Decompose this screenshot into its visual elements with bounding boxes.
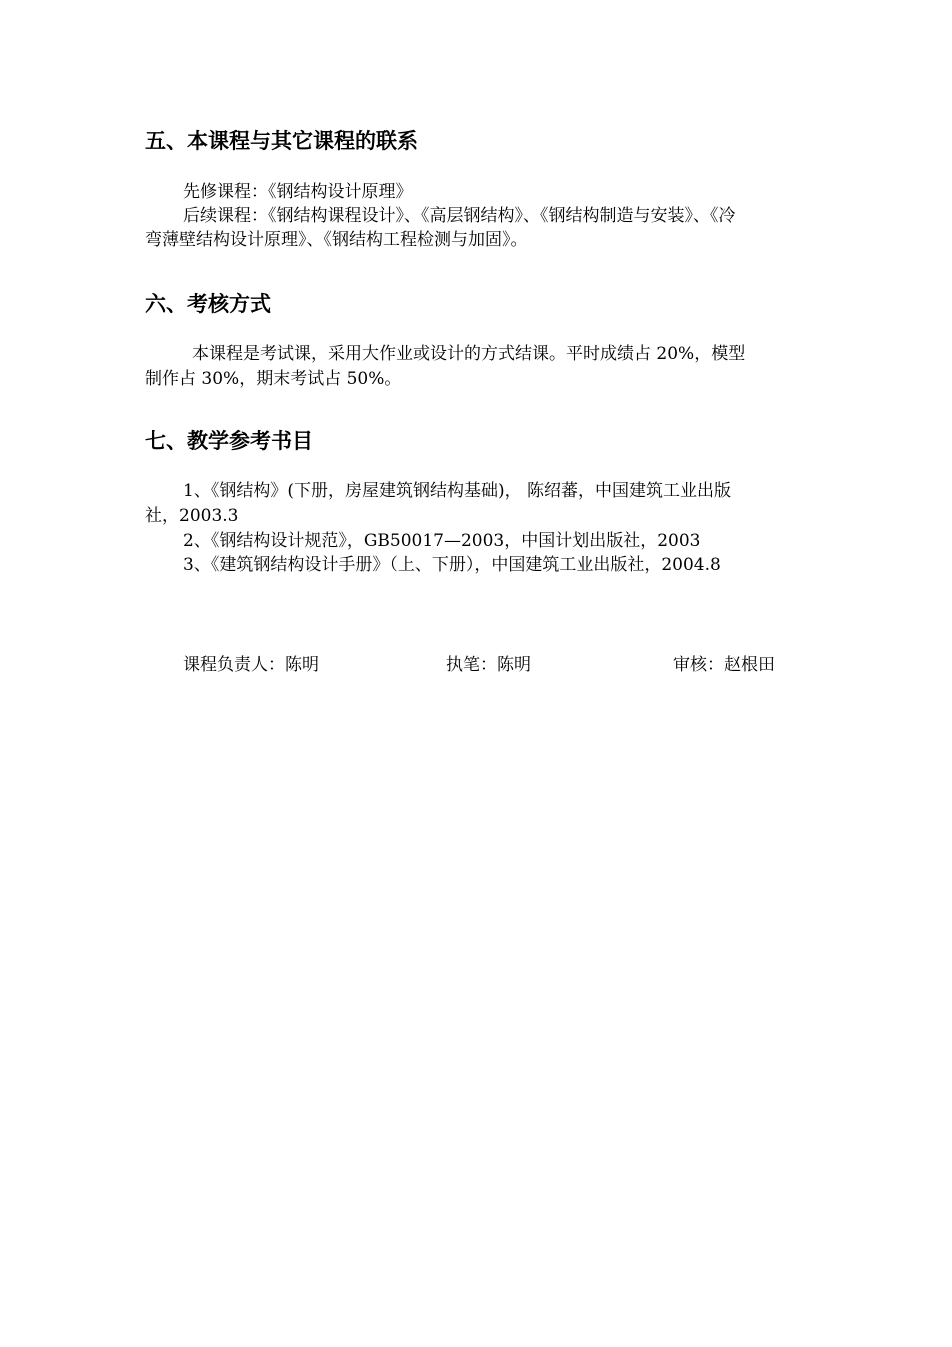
section-6-line-2: 制作占 30%，期末考试占 50%。 xyxy=(145,369,402,389)
section-5-heading: 五、本课程与其它课程的联系 xyxy=(145,129,418,153)
reference-1-line-2: 社，2003.3 xyxy=(145,506,239,526)
section-6-heading: 六、考核方式 xyxy=(145,292,271,316)
section-6-line-1: 本课程是考试课，采用大作业或设计的方式结课。平时成绩占 20%，模型 xyxy=(192,344,746,364)
reference-2: 2、《钢结构设计规范》，GB50017—2003，中国计划出版社，2003 xyxy=(183,531,701,551)
section-7-heading: 七、教学参考书目 xyxy=(145,429,313,453)
author: 执笔：陈明 xyxy=(446,655,531,675)
section-5-line-1: 先修课程：《钢结构设计原理》 xyxy=(183,182,413,202)
reference-3: 3、《建筑钢结构设计手册》（上、下册），中国建筑工业出版社，2004.8 xyxy=(183,555,721,575)
section-5-line-3: 弯薄壁结构设计原理》、《钢结构工程检测与加固》。 xyxy=(145,230,528,250)
course-lead: 课程负责人：陈明 xyxy=(183,655,319,675)
section-5-line-2: 后续课程：《钢结构课程设计》、《高层钢结构》、《钢结构制造与安装》、《冷 xyxy=(183,206,736,226)
reviewer: 审核：赵根田 xyxy=(673,655,775,675)
reference-1-line-1: 1、《钢结构》(下册，房屋建筑钢结构基础)， 陈绍蕃，中国建筑工业出版 xyxy=(183,481,731,501)
